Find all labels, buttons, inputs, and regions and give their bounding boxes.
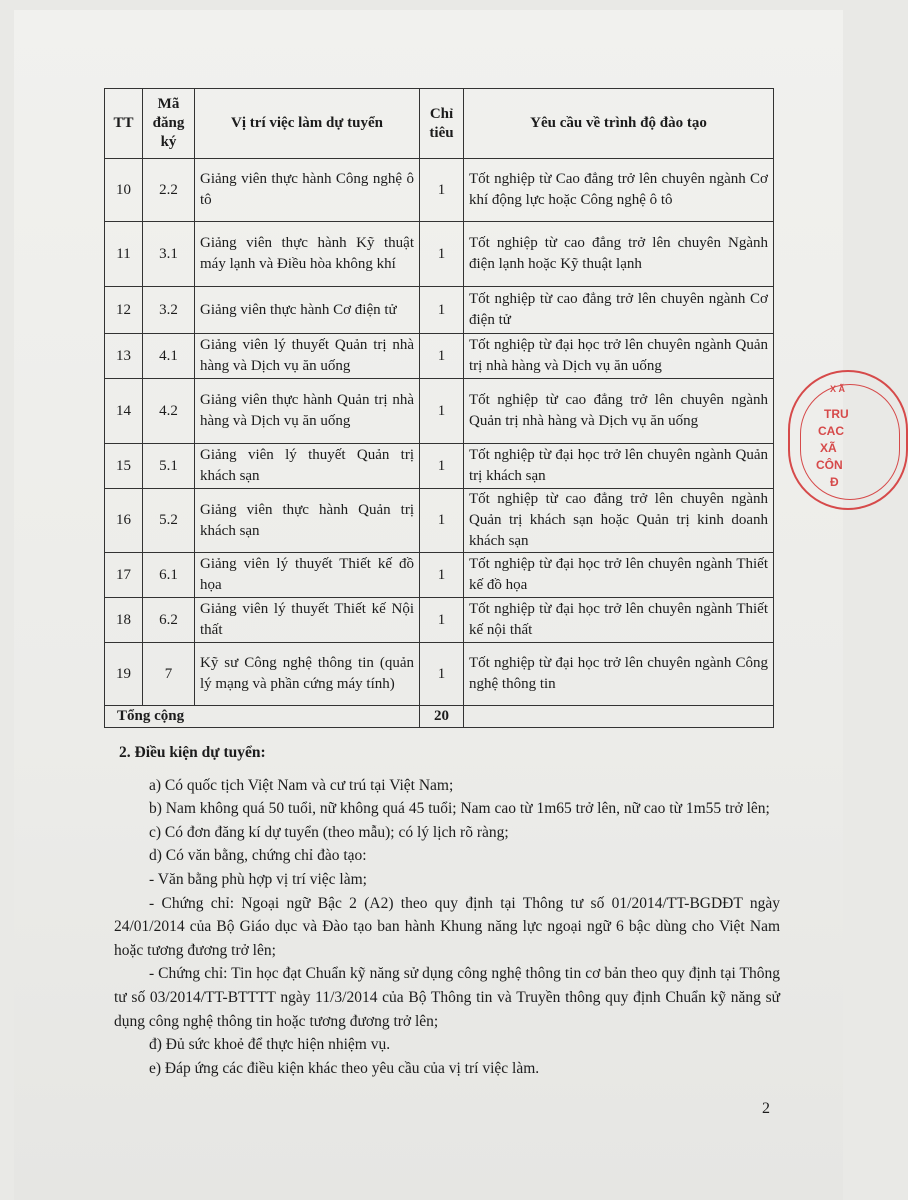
cell-ma: 6.2 <box>143 598 195 643</box>
table-row <box>105 159 774 222</box>
cell-tt: 18 <box>105 598 143 643</box>
cell-tt: 11 <box>105 222 143 287</box>
header-yeu-cau: Yêu cầu về trình độ đào tạo <box>464 89 774 159</box>
cell-chi-tieu: 1 <box>420 489 464 553</box>
header-vi-tri: Vị trí việc làm dự tuyển <box>195 89 420 159</box>
cell-ma: 7 <box>143 643 195 706</box>
cell-ma: 3.1 <box>143 222 195 287</box>
header-chi-tieu: Chỉ tiêu <box>420 89 464 159</box>
red-seal-stamp <box>788 370 908 510</box>
cell-chi-tieu: 1 <box>420 444 464 489</box>
condition-item: đ) Đủ sức khoẻ để thực hiện nhiệm vụ. <box>149 1036 391 1054</box>
cell-ma: 4.2 <box>143 379 195 444</box>
seal-text-line: CÔN <box>816 458 843 472</box>
cell-vi-tri: Giảng viên lý thuyết Quản trị nhà hàng và Dịch vụ ăn uống <box>195 334 420 379</box>
cell-chi-tieu: 1 <box>420 334 464 379</box>
seal-text-line: CAC <box>818 424 844 438</box>
cell-chi-tieu: 1 <box>420 379 464 444</box>
cell-yeu-cau: Tốt nghiệp từ đại học trở lên chuyên ngành Công nghệ thông tin <box>464 643 774 706</box>
condition-item: - Văn bằng phù hợp vị trí việc làm; <box>149 870 367 888</box>
seal-text-line: XÃ <box>820 441 837 455</box>
condition-item: b) Nam không quá 50 tuổi, nữ không quá 45 tuổi; Nam cao từ 1m65 trở lên, nữ cao từ 1m55 trở lên; <box>149 800 770 818</box>
cell-vi-tri: Giảng viên thực hành Công nghệ ô tô <box>195 159 420 222</box>
cell-yeu-cau: Tốt nghiệp từ cao đẳng trở lên chuyên ngành Cơ điện tử <box>464 287 774 334</box>
condition-item: c) Có đơn đăng kí dự tuyển (theo mẫu); có lý lịch rõ ràng; <box>149 823 509 841</box>
condition-item: - Chứng chỉ: Ngoại ngữ Bậc 2 (A2) theo quy định tại Thông tư số 01/2014/TT-BGDĐT ngày 24/01/2014 của Bộ Giáo dục và Đào tạo ban hành Khung năng lực ngoại ngữ 6 bậc dùng cho Việt Nam hoặc tương đương trở lên; <box>114 894 780 959</box>
cell-chi-tieu: 1 <box>420 553 464 598</box>
cell-yeu-cau: Tốt nghiệp từ đại học trở lên chuyên ngành Quản trị nhà hàng và Dịch vụ ăn uống <box>464 334 774 379</box>
table-row <box>105 379 774 444</box>
cell-ma: 5.2 <box>143 489 195 553</box>
cell-vi-tri: Giảng viên thực hành Cơ điện tử <box>195 287 420 334</box>
cell-tt: 13 <box>105 334 143 379</box>
cell-chi-tieu: 1 <box>420 287 464 334</box>
cell-yeu-cau: Tốt nghiệp từ cao đẳng trở lên chuyên Ngành điện lạnh hoặc Kỹ thuật lạnh <box>464 222 774 287</box>
table-row <box>105 444 774 489</box>
cell-tt: 16 <box>105 489 143 553</box>
cell-tt: 14 <box>105 379 143 444</box>
condition-item: e) Đáp ứng các điều kiện khác theo yêu cầu của vị trí việc làm. <box>149 1059 540 1077</box>
seal-inner-ring <box>800 384 900 500</box>
cell-yeu-cau: Tốt nghiệp từ đại học trở lên chuyên ngành Thiết kế đồ họa <box>464 553 774 598</box>
cell-chi-tieu: 1 <box>420 159 464 222</box>
cell-chi-tieu: 1 <box>420 598 464 643</box>
cell-tt: 15 <box>105 444 143 489</box>
cell-ma: 4.1 <box>143 334 195 379</box>
table-row <box>105 489 774 553</box>
cell-ma: 6.1 <box>143 553 195 598</box>
table-header-row <box>105 89 774 159</box>
table-total-row <box>105 706 774 728</box>
total-value: 20 <box>420 706 464 728</box>
table-row <box>105 598 774 643</box>
condition-item: - Chứng chỉ: Tin học đạt Chuẩn kỹ năng sử dụng công nghệ thông tin cơ bản theo quy định tại Thông tư số 03/2014/TT-BTTTT ngày 11/3/2014 của Bộ Thông tin và Truyền thông quy định Chuẩn kỹ năng sử dụng công nghệ thông tin hoặc tương đương trở lên; <box>114 965 780 1030</box>
table-row <box>105 553 774 598</box>
cell-chi-tieu: 1 <box>420 222 464 287</box>
cell-vi-tri: Giảng viên lý thuyết Thiết kế đồ họa <box>195 553 420 598</box>
cell-yeu-cau: Tốt nghiệp từ đại học trở lên chuyên ngành Thiết kế nội thất <box>464 598 774 643</box>
recruitment-table <box>104 88 774 728</box>
condition-item: d) Có văn bằng, chứng chỉ đào tạo: <box>149 847 367 865</box>
total-empty-cell <box>464 706 774 728</box>
total-label: Tổng cộng <box>105 706 420 728</box>
cell-vi-tri: Giảng viên thực hành Quản trị khách sạn <box>195 489 420 553</box>
cell-yeu-cau: Tốt nghiệp từ cao đẳng trở lên chuyên ngành Quản trị nhà hàng và Dịch vụ ăn uống <box>464 379 774 444</box>
cell-yeu-cau: Tốt nghiệp từ đại học trở lên chuyên ngành Quản trị khách sạn <box>464 444 774 489</box>
cell-tt: 12 <box>105 287 143 334</box>
cell-yeu-cau: Tốt nghiệp từ Cao đẳng trở lên chuyên ngành Cơ khí động lực hoặc Công nghệ ô tô <box>464 159 774 222</box>
cell-vi-tri: Giảng viên lý thuyết Thiết kế Nội thất <box>195 598 420 643</box>
seal-text-line: TRU <box>824 407 849 421</box>
cell-ma: 2.2 <box>143 159 195 222</box>
cell-vi-tri: Giảng viên thực hành Kỹ thuật máy lạnh và Điều hòa không khí <box>195 222 420 287</box>
cell-vi-tri: Kỹ sư Công nghệ thông tin (quản lý mạng và phần cứng máy tính) <box>195 643 420 706</box>
cell-vi-tri: Giảng viên thực hành Quản trị nhà hàng và Dịch vụ ăn uống <box>195 379 420 444</box>
header-ma-dang-ky: Mã đăng ký <box>143 89 195 159</box>
cell-tt: 17 <box>105 553 143 598</box>
section-conditions <box>114 741 780 1080</box>
table-row <box>105 334 774 379</box>
cell-ma: 5.1 <box>143 444 195 489</box>
cell-chi-tieu: 1 <box>420 643 464 706</box>
cell-tt: 19 <box>105 643 143 706</box>
page-number: 2 <box>762 1100 770 1117</box>
cell-vi-tri: Giảng viên lý thuyết Quản trị khách sạn <box>195 444 420 489</box>
section-heading: 2. Điều kiện dự tuyển: <box>119 744 266 761</box>
table-row <box>105 222 774 287</box>
cell-yeu-cau: Tốt nghiệp từ cao đẳng trở lên chuyên ngành Quản trị khách sạn hoặc Quản trị kinh doanh khách sạn <box>464 489 774 553</box>
seal-text-line: Đ <box>830 475 839 489</box>
table-row <box>105 643 774 706</box>
table-row <box>105 287 774 334</box>
cell-tt: 10 <box>105 159 143 222</box>
cell-ma: 3.2 <box>143 287 195 334</box>
seal-text-line: X Ã <box>830 384 846 394</box>
condition-item: a) Có quốc tịch Việt Nam và cư trú tại Việt Nam; <box>149 776 454 794</box>
header-tt: TT <box>105 89 143 159</box>
